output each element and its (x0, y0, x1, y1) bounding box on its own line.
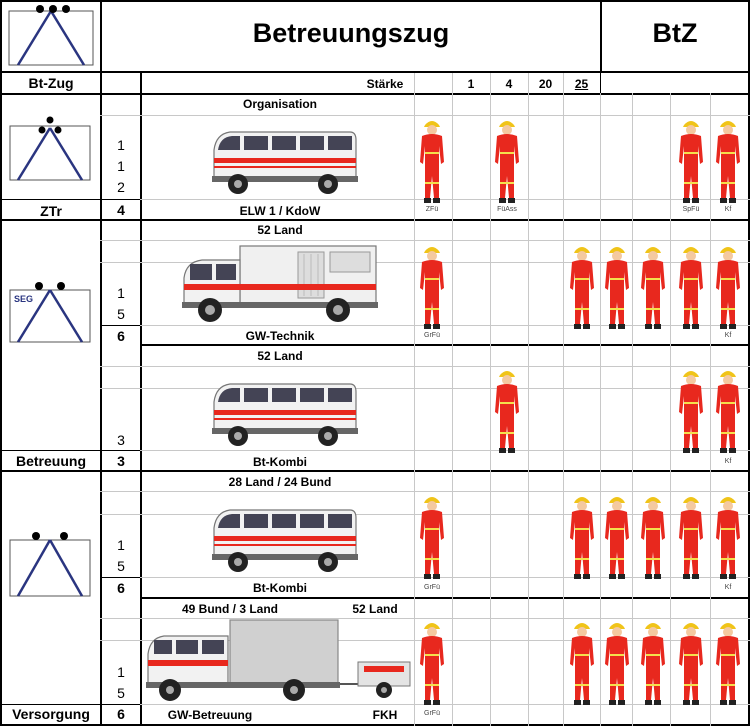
strength-col-25: 25 (574, 77, 589, 91)
firefighter-icon (567, 620, 597, 706)
row-subtitle: Organisation (242, 97, 317, 111)
staerke-label: Stärke (366, 77, 404, 91)
row-subtitle: 52 Land (257, 223, 303, 237)
role-label: SpFü (682, 206, 700, 213)
firefighter-icon (676, 118, 706, 204)
row-subtitle: 52 Land (257, 349, 303, 363)
firefighter-icon (713, 620, 743, 706)
role-label: GrFü (424, 584, 440, 591)
firefighter-icon (713, 494, 743, 580)
firefighter-icon (713, 244, 743, 330)
box-truck-icon (144, 618, 414, 704)
firefighter-icon (602, 244, 632, 330)
role-label: GrFü (424, 710, 440, 717)
row-subtitle: 49 Bund / 3 Land (181, 602, 278, 616)
row-subtitle: 28 Land / 24 Bund (228, 475, 332, 489)
firefighter-icon (492, 368, 522, 454)
row-subtitle-2: 52 Land (352, 602, 398, 616)
role-label: Kf (724, 584, 732, 591)
strength-col-1: 1 (467, 77, 475, 91)
firefighter-icon (417, 244, 447, 330)
firefighter-icon (417, 620, 447, 706)
total: 6 (117, 706, 125, 722)
firefighter-icon (602, 620, 632, 706)
page-title: Betreuungszug (252, 18, 450, 48)
firefighter-icon (417, 494, 447, 580)
vehicle-name: ELW 1 / KdoW (239, 204, 321, 218)
firefighter-icon (676, 244, 706, 330)
role-label: ZFü (425, 206, 439, 213)
count: 1 (117, 664, 125, 680)
vehicle-name: Bt-Kombi (253, 581, 307, 595)
vehicle-name: Bt-Kombi (253, 455, 307, 469)
total: 6 (117, 328, 125, 344)
seg-text: SEG (14, 294, 34, 304)
strength-col-4: 4 (505, 77, 513, 91)
strength-col-20: 20 (538, 77, 553, 91)
firefighter-icon (638, 494, 668, 580)
role-label: Kf (724, 458, 732, 465)
role-label: FüAss (497, 206, 517, 213)
firefighter-icon (567, 494, 597, 580)
role-label: GrFü (424, 332, 440, 339)
total: 6 (117, 580, 125, 596)
van-icon (210, 506, 360, 574)
firefighter-icon (492, 118, 522, 204)
firefighter-icon (638, 620, 668, 706)
vehicle-name: GW-Betreuung (167, 708, 253, 722)
count: 1 (117, 537, 125, 553)
unit-label-versorgung: Versorgung (12, 706, 90, 722)
count: 2 (117, 179, 125, 195)
count: 3 (117, 432, 125, 448)
vehicle-name: GW-Technik (245, 329, 315, 343)
unit-label-ztr: ZTr (40, 203, 62, 219)
van-icon (210, 380, 360, 448)
truck-icon (180, 242, 380, 326)
firefighter-icon (676, 368, 706, 454)
seg-symbol (8, 282, 92, 346)
total: 4 (117, 202, 125, 218)
firefighter-icon (713, 368, 743, 454)
count: 1 (117, 285, 125, 301)
count: 5 (117, 306, 125, 322)
count: 5 (117, 558, 125, 574)
bt-zug-label: Bt-Zug (28, 75, 74, 91)
role-label: Kf (724, 206, 732, 213)
van-icon (210, 128, 360, 196)
bt-zug-symbol (6, 3, 96, 69)
total: 3 (117, 453, 125, 469)
unit-label-betreuung: Betreuung (16, 453, 86, 469)
firefighter-icon (602, 494, 632, 580)
role-label: Kf (724, 332, 732, 339)
firefighter-icon (676, 620, 706, 706)
count: 1 (117, 137, 125, 153)
firefighter-icon (638, 244, 668, 330)
firefighter-icon (676, 494, 706, 580)
firefighter-icon (567, 244, 597, 330)
firefighter-icon (713, 118, 743, 204)
firefighter-icon (417, 118, 447, 204)
count: 1 (117, 158, 125, 174)
vehicle-name-2: FKH (372, 708, 398, 722)
versorgung-symbol (8, 530, 92, 602)
unit-abbreviation: BtZ (652, 18, 698, 48)
ztr-symbol (8, 114, 92, 184)
count: 5 (117, 685, 125, 701)
